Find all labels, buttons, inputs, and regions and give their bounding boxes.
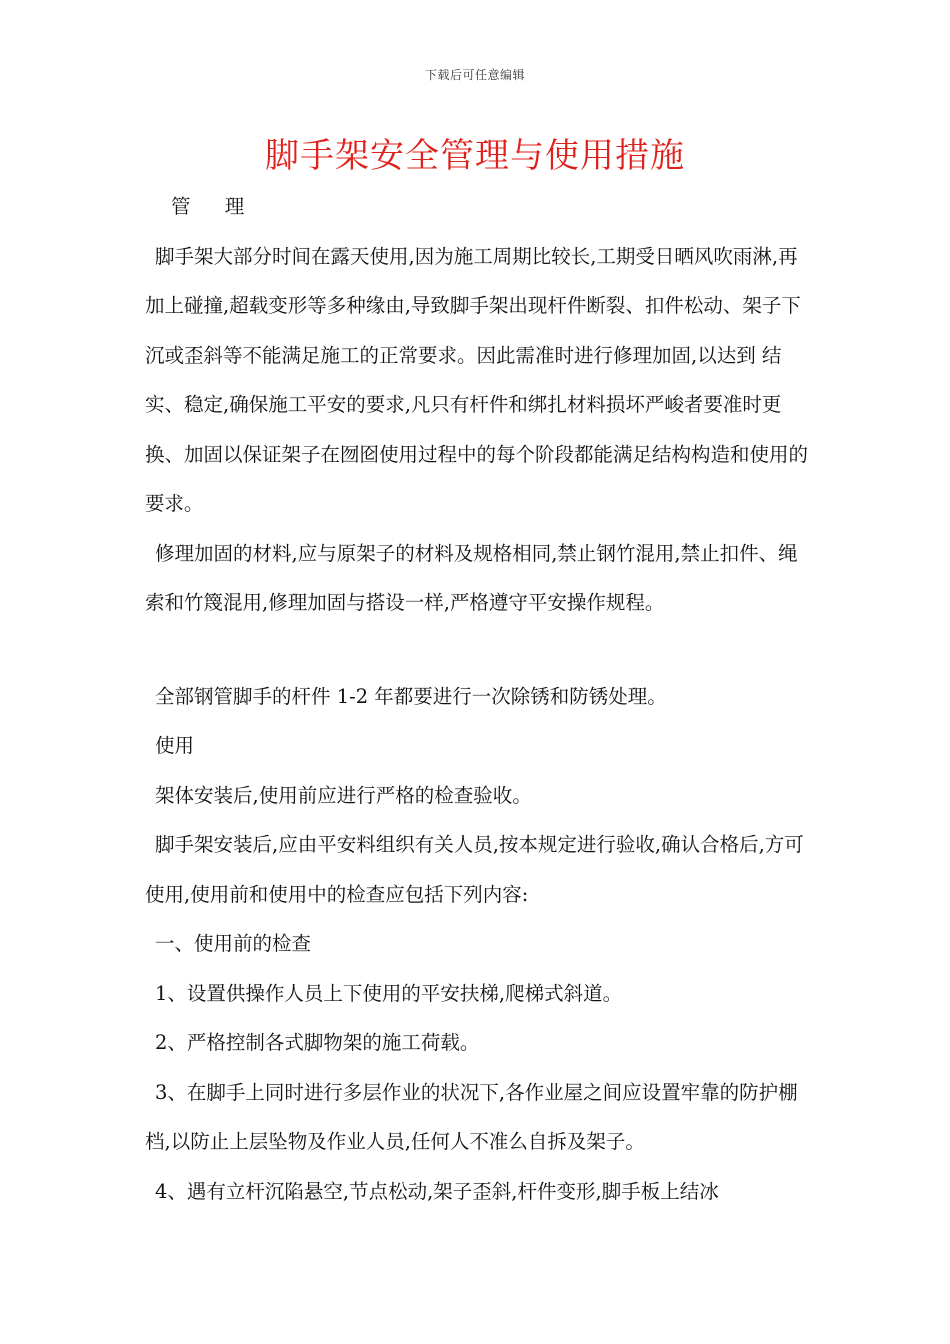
document-title: 脚手架安全管理与使用措施 [265,136,685,176]
list-heading: 一、使用前的检查 [155,932,312,955]
blank-line [145,628,810,672]
list-item: 4、遇有立杆沉陷悬空,节点松动,架子歪斜,杆件变形,脚手板上结冰 [155,1179,719,1203]
list-item: 3、在脚手上同时进行多层作业的状况下,各作业屋之间应设置牢靠的防护棚档,以防止上层坠物及作业人员,任何人不准么自拆及架子。 [145,1080,798,1153]
section-heading-management: 管 理 [171,195,259,218]
document-body [145,182,810,1216]
paragraph: 架体安装后,使用前应进行严格的检查验收。 [155,783,532,807]
section-heading-use: 使用 [155,734,195,757]
paragraph: 修理加固的材料,应与原架子的材料及规格相同,禁止钢竹混用,禁止扣件、绳索和竹篾混用,修理加固与搭设一样,严格遵守平安操作规程。 [145,541,798,614]
paragraph: 全部钢管脚手的杆件 1-2 年都要进行一次除锈和防锈处理。 [155,684,667,708]
header-note: 下载后可任意编辑 [424,68,525,82]
list-item: 1、设置供操作人员上下使用的平安扶梯,爬梯式斜道。 [155,981,623,1005]
paragraph: 脚手架大部分时间在露天使用,因为施工周期比较长,工期受日晒风吹雨淋,再加上碰撞,超载变形等多种缘由,导致脚手架出现杆件断裂、扣件松动、架子下沉或歪斜等不能满足施工的正常要求。因此需准时进行修理加固,以达到 结实、稳定,确保施工平安的要求,凡只有杆件和绑扎材料损坏严峻者要准时更换、加固以保证架子在囫囵使用过程中的每个阶段都能满足结构构造和使用的要求。 [145,244,809,515]
list-item: 2、严格控制各式脚物架的施工荷载。 [155,1031,480,1054]
paragraph: 脚手架安装后,应由平安料组织有关人员,按本规定进行验收,确认合格后,方可使用,使用前和使用中的检查应包括下列内容: [145,833,804,906]
